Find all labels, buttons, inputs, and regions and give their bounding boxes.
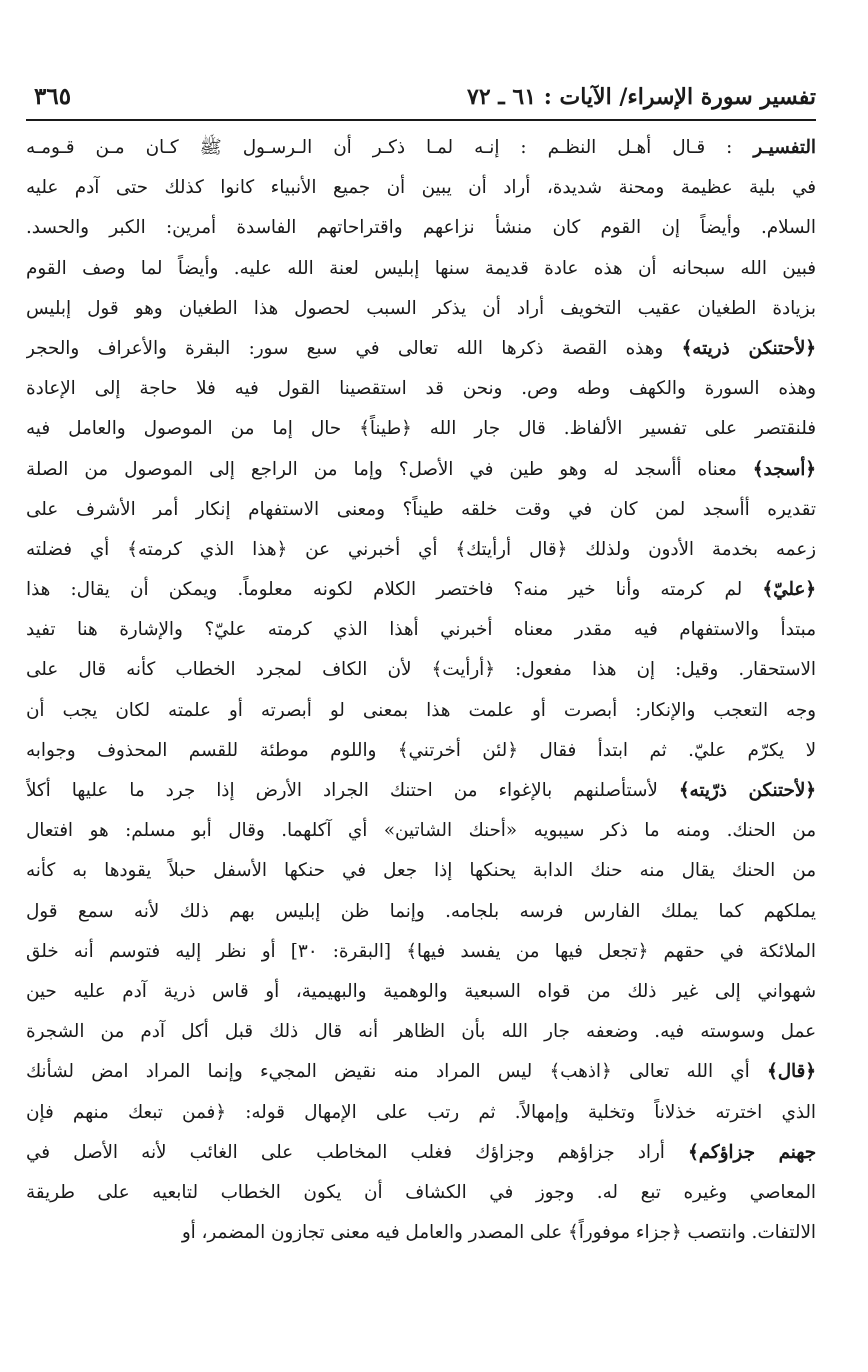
text-line [26,932,816,972]
text-line [26,409,816,449]
text-line [26,249,816,289]
line-text: مبتدأ والاستفهام فيه مقدر معناه أخبرني أهذا الذي كرمته عليّ؟ والإشارة هنا تفيد [26,619,816,641]
text-line [26,208,816,248]
text-line [26,650,816,690]
line-text: في بلية عظيمة ومحنة شديدة، أراد أن يبين أن جميع الأنبياء كانوا كذلك حتى آدم عليه [26,177,816,199]
line-text: من الحنك يقال منه حنك الدابة يحنكها إذا جعل في حنكها الأسفل حبلاً يقودها به كأنه [26,860,816,882]
line-text: لأستأصلنهم بالإغواء من احتنك الجراد الأرض إذا جرد ما عليها أكلاً [26,780,679,801]
line-text: الذي اخترته خذلاناً وتخلية وإمهالاً. ثم رتب على الإمهال قوله: ﴿فمن تبعك منهم فإن [26,1101,816,1123]
text-line [26,811,816,851]
text-line [26,1012,816,1052]
text-line [26,570,816,610]
running-title: تفسير سورة الإسراء/ الآيات : ٦١ ـ ٧٢ [467,84,816,110]
text-line [26,289,816,329]
line-text: وجه التعجب والإنكار: أبصرت أو علمت هذا بمعنى لو أبصرته أو علمته لكان يجب أن [26,699,816,721]
line-text: أي الله تعالى ﴿اذهب﴾ ليس المراد منه نقيض المجيء وإنما المراد امض لشأنك [26,1061,767,1083]
line-text: الملائكة في حقهم ﴿تجعل فيها من يفسد فيها﴾ [البقرة: ٣٠] أو نظر إليه فتوسم أنه خلق [26,940,816,962]
text-line [26,450,816,490]
text-line [26,610,816,650]
bold-phrase: ﴿لأحتنكن ذريته﴾ [681,337,816,359]
line-text: السلام. وأيضاً إن القوم كان منشأ نزاعهم واقتراحاتهم الفاسدة أمرين: الكبر والحسد. [26,217,816,239]
bold-phrase: ﴿لأحتنكن ذرّيته﴾ [678,780,816,801]
line-text: يملكهم كما يملك الفارس فرسه بلجامه. وإنما ظن إبليس بهم ذلك لأنه سمع قول [26,900,816,922]
line-text: عمل وسوسته فيه. وضعفه جار الله بأن الظاهر أنه قال ذلك قبل أكل آدم من الشجرة [26,1021,816,1043]
text-line [26,168,816,208]
line-text: وهذه القصة ذكرها الله تعالى في سبع سور: البقرة والأعراف والحجر [26,337,682,359]
text-line [26,369,816,409]
bold-phrase: ﴿أسجد﴾ [752,458,816,480]
text-line [26,530,816,570]
text-line [26,972,816,1012]
text-line [26,490,816,530]
text-line [26,1213,816,1253]
line-text: معناه أأسجد له وهو طين في الأصل؟ وإما من الراجع إلى الموصول من الصلة [26,458,753,480]
header-rule [26,119,816,121]
text-line [26,892,816,932]
text-line [26,1133,816,1173]
line-text: تقديره أأسجد لمن كان في وقت خلقه طيناً؟ ومعنى الاستفهام إنكار أمر الأشرف على [26,498,816,520]
line-text: من الحنك. ومنه ما ذكر سيبويه «أحنك الشاتين» أي آكلهما. وقال أبو مسلم: هو افتعال [26,820,816,842]
text-line [26,851,816,891]
line-text: شهواني إلى غير ذلك من قواه السبعية والوهمية والبهيمية، أو قاس ذرية آدم عليه حين [26,980,816,1002]
text-line [26,128,816,168]
bold-phrase: جهنم جزاؤكم﴾ [688,1141,816,1163]
text-line [26,329,816,369]
body-text [26,128,816,1253]
line-text: الالتفات. وانتصب ﴿جزاء موفوراً﴾ على المصدر والعامل فيه معنى تجازون المضمر، أو [181,1222,816,1244]
bold-phrase: ﴿قال﴾ [766,1061,816,1083]
line-text: لا يكرّم عليّ. ثم ابتدأ فقال ﴿لئن أخرتني﴾ واللوم موطئة للقسم المحذوف وجوابه [26,739,816,761]
line-text: : قـال أهـل النظـم : إنـه لمـا ذكـر أن الـرسـول ﷺ كـان مـن قـومـه [26,137,754,158]
text-line [26,771,816,811]
line-text: المعاصي وغيره تبع له. وجوز في الكشاف أن يكون الخطاب لتابعيه على طريقة [26,1181,816,1203]
line-text: فبين الله سبحانه أن هذه عادة قديمة سنها إبليس لعنة الله عليه. وأيضاً لما وصف القوم [26,257,816,279]
line-text: فلنقتصر على تفسير الألفاظ. قال جار الله ﴿طيناً﴾ حال إما من الموصول والعامل فيه [26,418,816,440]
line-text: أراد جزاؤهم وجزاؤك فغلب المخاطب على الغائب لأنه الأصل في [26,1141,689,1163]
text-line [26,1052,816,1092]
text-line [26,691,816,731]
text-line [26,1093,816,1133]
bold-phrase: ﴿عليّ﴾ [762,579,816,601]
line-text: زعمه بخدمة الأدون ولذلك ﴿قال أرأيتك﴾ أي أخبرني عن ﴿هذا الذي كرمته﴾ أي فضلته [26,538,816,560]
line-text: لم كرمته وأنا خير منه؟ فاختصر الكلام لكونه معلوماً. ويمكن أن يقال: هذا [26,579,763,601]
line-text: وهذه السورة والكهف وطه وص. ونحن قد استقصينا القول فيه فلا حاجة إلى الإعادة [26,378,816,400]
bold-phrase: التفسيـر [753,137,816,158]
page-number: ٣٦٥ [34,83,72,110]
text-line [26,1173,816,1213]
text-line [26,731,816,771]
line-text: بزيادة الطغيان عقيب التخويف أراد أن يذكر السبب لحصول هذا الطغيان وهو قول إبليس [26,297,816,319]
line-text: الاستحقار. وقيل: إن هذا مفعول: ﴿أرأيت﴾ لأن الكاف لمجرد الخطاب كأنه قال على [26,659,816,681]
page-header [26,80,816,120]
